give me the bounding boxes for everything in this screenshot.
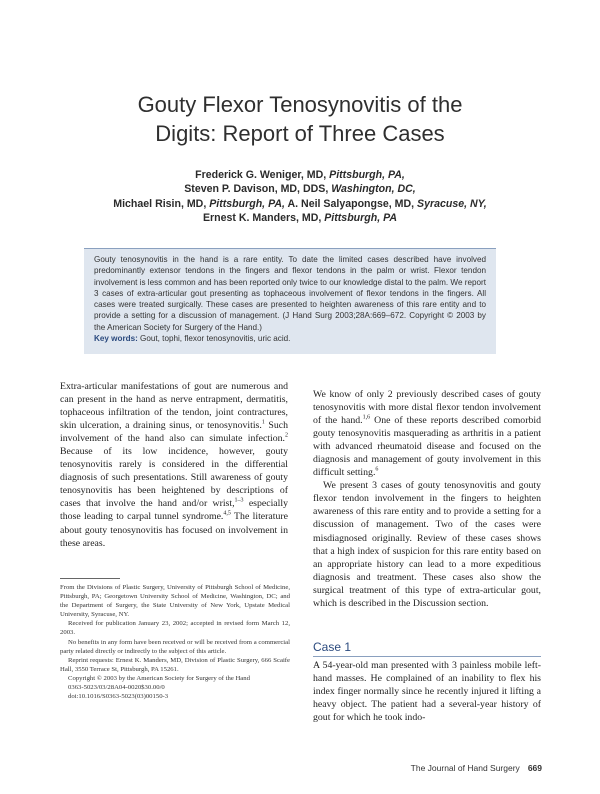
footnote-reprint: Reprint requests: Ernest K. Manders, MD, Division of Plastic Surgery, 666 Scaife Hall, 3550 Terrace St, Pittsburgh, PA 15261. bbox=[60, 656, 290, 673]
keywords bbox=[94, 333, 486, 344]
left-column bbox=[60, 380, 288, 550]
section-heading-rule bbox=[313, 656, 541, 657]
abstract-box bbox=[84, 248, 496, 354]
journal-name: The Journal of Hand Surgery bbox=[410, 763, 520, 773]
author-line: Michael Risin, MD, Pittsburgh, PA, A. Neil Salyapongse, MD, Syracuse, NY, bbox=[113, 197, 487, 210]
page-footer bbox=[300, 763, 542, 773]
title-line-1: Gouty Flexor Tenosynovitis of the bbox=[137, 92, 463, 117]
author-line: Ernest K. Manders, MD, Pittsburgh, PA bbox=[202, 212, 398, 225]
page-number: 669 bbox=[527, 763, 542, 773]
footnote-doi: doi:10.1016/S0363-5023(03)00150-3 bbox=[68, 693, 169, 701]
footnote-divider bbox=[60, 578, 120, 579]
right-column bbox=[313, 388, 541, 610]
body-paragraph: A 54-year-old man presented with 3 painless mobile left-hand masses. He complained of an inability to flex his index finger normally since he recently injured it lifting a heavy object. The patient had a several-year history of gout for which he took indo- bbox=[313, 660, 541, 724]
footnote-issn: 0363-5023/03/28A04-0020$30.00/0 bbox=[68, 684, 165, 692]
footnote-benefits: No benefits in any form have been received or will be received from a commercial party related directly or indirectly to the subject of this article. bbox=[60, 638, 290, 655]
author-line: Frederick G. Weniger, MD, Pittsburgh, PA, bbox=[195, 169, 405, 181]
intro-paragraph: Extra-articular manifestations of gout are numerous and can present in the hand as nerve entrapment, dermatitis, tophaceous infiltration of the tendon, joint contractures, skin ulceration, a draining sinus, or tenosynovitis.$^1$ Such involvement of the hand also can simulate infection.$^2$ Because of its low incidence, however, gouty tenosynovitis rarely is considered in the differential diagnosis of such presentations. Still awareness of gouty tenosynovitis has been heightened by descriptions of cases that involve the hand and/or wrist,$^{1-3}$ especially those leading to carpal tunnel syndrome.$^{4,5}$ The literature about gouty tenosynovitis has focused on involvement in these areas. bbox=[60, 381, 288, 549]
section-heading-case-1: Case 1 bbox=[313, 640, 352, 654]
footnotes bbox=[60, 583, 290, 701]
title-line-2: Digits: Report of Three Cases bbox=[155, 121, 445, 146]
body-paragraph: We present 3 cases of gouty tenosynovitis and gouty flexor tendon involvement in the fingers to heighten awareness of this rare entity and to provide a setting for a discussion of management. Two of the cases were misdiagnosed originally. Review of these cases shows that a high index of suspicion for this rare entity based on an appropriate history can lead to a more expeditious diagnosis and treatment. These cases also show the surgical treatment of this type of extra-articular gout, which is described in the Discussion section. bbox=[313, 480, 541, 609]
author-line: Steven P. Davison, MD, DDS, Washington, DC, bbox=[184, 183, 416, 196]
case-1-text bbox=[313, 659, 541, 724]
keywords-label: Key words: bbox=[94, 333, 138, 343]
author-list bbox=[0, 168, 600, 226]
footnote-affiliation: From the Divisions of Plastic Surgery, University of Pittsburgh School of Medicine, Pittsburgh, PA; Georgetown University School of Medicine, Washington, DC; and the Department of Surgery, the State University of New York, Upstate Medical University, Syracuse, NY. bbox=[60, 584, 290, 619]
body-paragraph: We know of only 2 previously described cases of gouty tenosynovitis with more distal flexor tendon involvement of the hand.$^{1,6}$ One of these reports described comorbid gouty tenosynovitis masquerading as arthritis in a patient with advanced rheumatoid disease and focused on the diagnosis and management of gouty involvement in this difficult setting.$^6$ bbox=[313, 389, 541, 479]
keywords-values: Gout, tophi, flexor tenosynovitis, uric acid. bbox=[137, 333, 291, 343]
footnote-received: Received for publication January 23, 2002; accepted in revised form March 12, 2003. bbox=[60, 620, 290, 637]
footnote-copyright: Copyright © 2003 by the American Society for Surgery of the Hand bbox=[68, 674, 250, 682]
article-title bbox=[0, 90, 600, 148]
abstract-text: Gouty tenosynovitis in the hand is a rare entity. To date the limited cases described have involved predominantly extensor tendons in the fingers and flexor tendons in the palm or wrist. Flexor tendon involvement is less common and has been reported only twice to our knowledge distal to the palm. We report 3 cases of extra-articular gout presenting as tophaceous involvement of flexor tendons in the fingers. All cases were treated surgically. These cases are presented to heighten awareness of this rare entity and to provide a setting for a discussion of management. (J Hand Surg 2003;28A:669–672. Copyright © 2003 by the American Society for Surgery of the Hand.) bbox=[94, 255, 486, 332]
